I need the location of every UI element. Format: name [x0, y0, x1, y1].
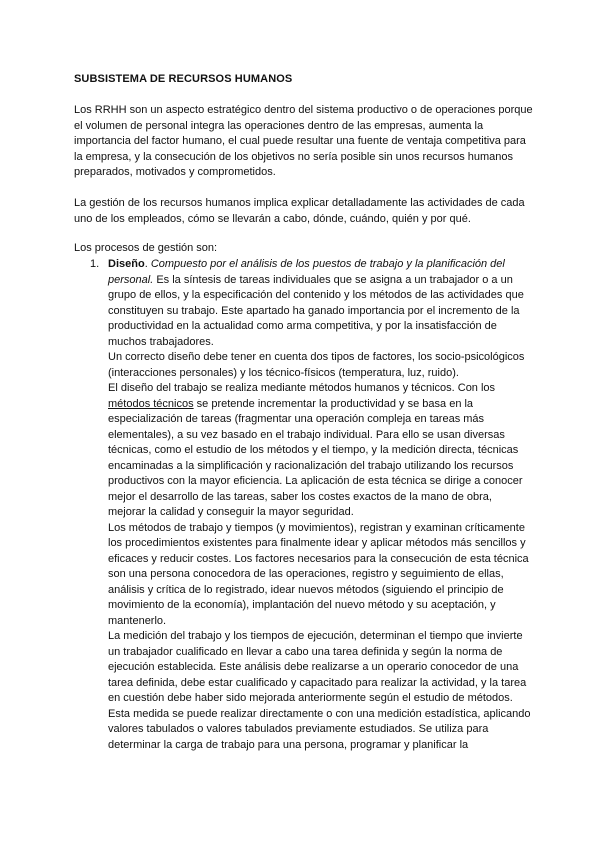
list-item-intro: [108, 257, 532, 350]
design-methods-text-rest: se pretende incrementar la productividad y se basa en la especialización de tareas (fragmentar una operación compleja en tareas más elementales), a su vez basado en el trabajo individual. Para ello se usan diversas técnicas, como el estudio de los métodos y el tiempo, y la medición directa, técnicas encaminadas a la simplificación y racionalización del trabajo utilizando los recursos productivos con la mayor eficiencia. La aplicación de esta técnica se dirige a conocer mejor el desarrollo de las tareas, saber los costes exactos de la mano de obra, mejorar la calidad y conseguir la mayor seguridad.: [108, 397, 523, 518]
page-title: SUBSISTEMA DE RECURSOS HUMANOS: [74, 73, 293, 85]
list-item-body: [108, 257, 532, 753]
design-methods-paragraph: [108, 381, 532, 521]
technical-methods-term: métodos técnicos: [108, 397, 194, 410]
design-methods-text-start: El diseño del trabajo se realiza mediante métodos humanos y técnicos. Con los: [108, 382, 496, 394]
work-methods-paragraph: Los métodos de trabajo y tiempos (y movimientos), registran y examinan críticamente los procedimientos existentes para finalmente idear y aplicar métodos más sencillos y eficaces y reducir costes. Los factores necesarios para la consecución de esta técnica son una persona conocedora de las operaciones, registro y seguimiento de ellas, análisis y crítica de lo registrado, idear nuevos métodos (siguiendo el principio de movimiento de la economía), implantación del nuevo método y su aceptación, y mantenerlo.: [108, 521, 529, 627]
list-item-term-separator: .: [144, 258, 151, 270]
list-item-number: 1.: [90, 258, 100, 270]
work-measurement-paragraph: La medición del trabajo y los tiempos de ejecución, determinan el tiempo que invierte un trabajador cualificado en llevar a cabo una tarea definida y según la norma de ejecución establecida. Este análisis debe realizarse a un operario conocedor de una tarea definida, debe estar cualificado y capacitado para realizar la actividad, y la tarea en cuestión debe haber sido mejorada anteriormente según el estudio de métodos.: [108, 630, 527, 704]
list-item-intro-text: Es la síntesis de tareas individuales que se asigna a un trabajador o a un grupo de ellos, y la especificación del contenido y los métodos de las actividades que constituyen su trabajo. Este apartado ha ganado importancia por el incremento de la productividad en la actualidad como arma competitiva, y por la insatisfacción de muchos trabajadores.: [108, 273, 524, 348]
design-factors-paragraph: Un correcto diseño debe tener en cuenta dos tipos de factores, los socio-psicológicos (interacciones personales) y los técnico-físicos (temperatura, luz, ruido).: [108, 351, 525, 379]
intro-paragraph: Los RRHH son un aspecto estratégico dentro del sistema productivo o de operaciones porque el volumen de personal integra las operaciones dentro de las empresas, aumenta la importancia del factor humano, el cual puede resultar una fuente de ventaja competitiva para la empresa, y la consecución de los objetivos no sería posible sin unos recursos humanos preparados, motivados y comprometidos.: [74, 104, 533, 178]
list-item-term: Diseño: [108, 258, 145, 270]
management-paragraph: La gestión de los recursos humanos implica explicar detalladamente las actividades de cada uno de los empleados, cómo se llevarán a cabo, dónde, cuándo, quién y por qué.: [74, 197, 525, 225]
measurement-usage-paragraph: Esta medida se puede realizar directamente o con una medición estadística, aplicando valores tabulados o valores tabulados previamente estudiados. Se utiliza para determinar la carga de trabajo para una persona, programar y planificar la: [108, 707, 531, 751]
processes-lead-paragraph: Los procesos de gestión son:: [74, 242, 218, 254]
list-item-definition: Compuesto por el análisis de los puestos de trabajo y la planificación del personal.: [108, 258, 505, 286]
